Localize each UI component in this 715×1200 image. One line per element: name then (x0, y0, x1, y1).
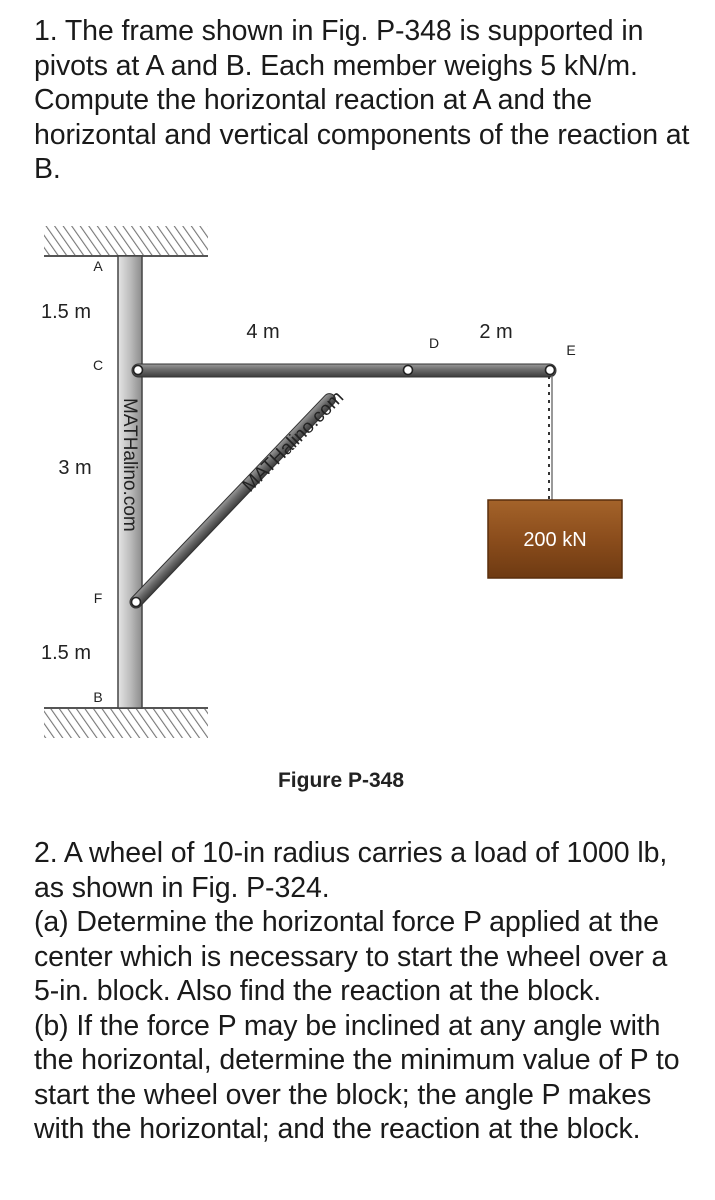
dim-de: 2 m (479, 321, 513, 343)
dim-cd: 4 m (246, 321, 280, 343)
column-watermark: MATHalino.com (119, 398, 140, 532)
dim-fb: 1.5 m (40, 642, 92, 664)
horizontal-member-ce (132, 364, 556, 377)
label-d: D (428, 335, 440, 351)
pin-d (404, 366, 413, 375)
problem-2-text: 2. A wheel of 10-in radius carries a load of 1000 lb, as shown in Fig. P-324. (a) Determine the horizontal force P applied at the center which is necessary to start the wheel over a 5-in. block. Also find the reaction at the block. (b) If the force P may be inclined at any angle with the horizontal, determine the minimum value of P to start the wheel over the block; the angle P makes with the horizontal; and the reaction at the block. (34, 837, 680, 1145)
pin-c (134, 366, 143, 375)
label-c: C (92, 357, 104, 373)
label-a: A (93, 258, 103, 274)
frame-figure (0, 210, 715, 810)
top-support-hatch (44, 226, 208, 256)
pin-e (546, 366, 555, 375)
label-f: F (93, 590, 103, 606)
problem-1-text: 1. The frame shown in Fig. P-348 is supported in pivots at A and B. Each member weighs 5 kN/m. Compute the horizontal reaction at A and the horizontal and vertical components of the reaction at B. (34, 15, 690, 185)
figure-caption: Figure P-348 (277, 769, 405, 792)
diagonal-watermark: MATHalino.com (238, 387, 349, 497)
label-b: B (93, 689, 103, 705)
pin-f (132, 598, 141, 607)
dim-cf: 3 m (58, 457, 92, 479)
label-e: E (566, 342, 576, 358)
bottom-support-hatch (44, 708, 208, 738)
load-label: 200 kN (523, 529, 587, 551)
dim-ac: 1.5 m (40, 301, 92, 323)
